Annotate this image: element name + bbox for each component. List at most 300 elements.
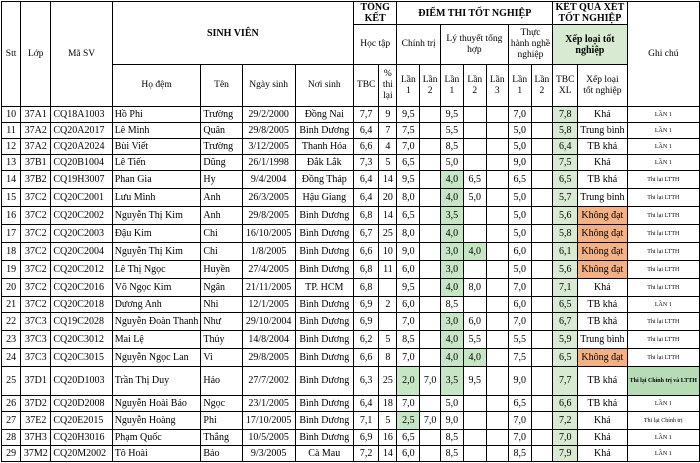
cell-ngay: 29/8/2005 bbox=[242, 349, 295, 367]
cell-xl: 6,5 bbox=[553, 349, 578, 367]
cell-th2 bbox=[531, 207, 553, 225]
cell-masv: CQ20C2016 bbox=[51, 279, 112, 297]
cell-ghi: Thi lại Chính trị và LTTH bbox=[627, 367, 699, 396]
cell-xl: 5,6 bbox=[553, 261, 578, 279]
cell-th1: 6,5 bbox=[508, 396, 531, 412]
cell-hodem: Phan Gia bbox=[112, 171, 201, 189]
cell-th2 bbox=[531, 349, 553, 367]
cell-lt2 bbox=[463, 107, 486, 123]
cell-masv: CQ20C3015 bbox=[51, 349, 112, 367]
cell-xl: 7,7 bbox=[553, 367, 578, 396]
cell-th2 bbox=[531, 297, 553, 313]
cell-stt: 22 bbox=[2, 313, 21, 331]
header-thuchanh: Thực hành nghề nghiệp bbox=[508, 25, 552, 65]
header-lythuyet: Lý thuyết tổng hợp bbox=[440, 25, 508, 65]
cell-noi: Bình Dương bbox=[295, 123, 353, 139]
cell-tbc: 6,2 bbox=[353, 331, 378, 349]
cell-ct1: 7,0 bbox=[397, 139, 420, 155]
cell-ten: Phi bbox=[201, 412, 242, 430]
cell-ct2 bbox=[420, 446, 441, 462]
cell-xl: 6,1 bbox=[553, 243, 578, 261]
cell-th1: 7,0 bbox=[508, 430, 531, 446]
cell-xl: 7,8 bbox=[553, 107, 578, 123]
cell-noi: TP. HCM bbox=[295, 279, 353, 297]
cell-ngay: 29/10/2004 bbox=[242, 313, 295, 331]
cell-masv: CQ20E2015 bbox=[51, 412, 112, 430]
cell-lt1: 5,0 bbox=[440, 155, 463, 171]
cell-xl: 5,9 bbox=[553, 331, 578, 349]
cell-noi: Bình Dương bbox=[295, 349, 353, 367]
cell-ct1: 9,5 bbox=[397, 171, 420, 189]
cell-pct: 18 bbox=[379, 396, 397, 412]
cell-ct2 bbox=[420, 331, 441, 349]
cell-ct1: 7,0 bbox=[397, 396, 420, 412]
cell-th1: 5,0 bbox=[508, 261, 531, 279]
cell-th2 bbox=[531, 396, 553, 412]
cell-th2 bbox=[531, 430, 553, 446]
cell-ghi: Thi lại LTTH bbox=[627, 207, 699, 225]
cell-noi: Đắk Lắk bbox=[295, 155, 353, 171]
cell-ct1: 7,5 bbox=[397, 123, 420, 139]
cell-ten: Chi bbox=[201, 243, 242, 261]
cell-ct2 bbox=[420, 123, 441, 139]
cell-th1: 7,5 bbox=[508, 349, 531, 367]
cell-lop: 37E2 bbox=[21, 412, 51, 430]
cell-stt: 17 bbox=[2, 225, 21, 243]
cell-noi: Bình Dương bbox=[295, 396, 353, 412]
cell-pct: 16 bbox=[379, 430, 397, 446]
cell-lt2: 9,5 bbox=[463, 367, 486, 396]
cell-stt: 29 bbox=[2, 446, 21, 462]
cell-pct: 9 bbox=[379, 107, 397, 123]
cell-stt: 28 bbox=[2, 430, 21, 446]
cell-ct2: 7,0 bbox=[420, 367, 441, 396]
header-ketqua: KẾT QUẢ XÉT TỐT NGHIỆP bbox=[553, 2, 627, 25]
cell-xl: 5,6 bbox=[553, 207, 578, 225]
cell-pct: 14 bbox=[379, 171, 397, 189]
cell-masv: CQ19C2028 bbox=[51, 313, 112, 331]
cell-lop: 37C2 bbox=[21, 243, 51, 261]
cell-ghi: LẦN 1 bbox=[627, 430, 699, 446]
cell-ngay: 29/2/2000 bbox=[242, 107, 295, 123]
cell-lop: 37B1 bbox=[21, 155, 51, 171]
cell-ngay: 26/3/2005 bbox=[242, 189, 295, 207]
cell-masv: CQ20C2002 bbox=[51, 207, 112, 225]
header-tbc: TBC bbox=[353, 65, 378, 107]
cell-lt2 bbox=[463, 412, 486, 430]
cell-lt3 bbox=[486, 123, 508, 139]
cell-lop: 37C2 bbox=[21, 297, 51, 313]
cell-tbc: 6,4 bbox=[353, 123, 378, 139]
cell-lop: 37C2 bbox=[21, 279, 51, 297]
cell-hodem: Tô Hoài bbox=[112, 446, 201, 462]
table-body bbox=[2, 107, 700, 462]
header-noisinh: Nơi sinh bbox=[295, 65, 353, 107]
cell-ten: Như bbox=[201, 313, 242, 331]
cell-lop: 37C3 bbox=[21, 313, 51, 331]
cell-lt1: 8,5 bbox=[440, 430, 463, 446]
cell-stt: 25 bbox=[2, 367, 21, 396]
cell-ten: Anh bbox=[201, 207, 242, 225]
header-ct-lan2: Lần 2 bbox=[420, 65, 441, 107]
cell-stt: 14 bbox=[2, 171, 21, 189]
cell-lt1: 8,5 bbox=[440, 446, 463, 462]
cell-ngay: 29/8/2005 bbox=[242, 123, 295, 139]
cell-lop: 37A2 bbox=[21, 123, 51, 139]
cell-lop: 37C3 bbox=[21, 331, 51, 349]
cell-masv: CQ20H3016 bbox=[51, 430, 112, 446]
cell-masv: CQ20C2003 bbox=[51, 225, 112, 243]
cell-lt2 bbox=[463, 123, 486, 139]
cell-masv: CQ20A2024 bbox=[51, 139, 112, 155]
cell-lt3 bbox=[486, 155, 508, 171]
cell-lt2: 6,0 bbox=[463, 313, 486, 331]
cell-lt3 bbox=[486, 139, 508, 155]
cell-loai: Không đạt bbox=[578, 207, 627, 225]
cell-loai: TB khá bbox=[578, 171, 627, 189]
cell-masv: CQ20C2018 bbox=[51, 297, 112, 313]
cell-ct2 bbox=[420, 155, 441, 171]
table-row bbox=[2, 189, 700, 207]
cell-th1: 6,5 bbox=[508, 171, 531, 189]
header-lt-lan3: Lần 3 bbox=[486, 65, 508, 107]
cell-ten: Trường bbox=[201, 139, 242, 155]
cell-masv: CQ20C2004 bbox=[51, 243, 112, 261]
cell-hodem: Nguyễn Hoàng bbox=[112, 412, 201, 430]
cell-lt2: 4,0 bbox=[463, 243, 486, 261]
cell-ghi: Thi lại LTTH bbox=[627, 171, 699, 189]
cell-masv: CQ20D2008 bbox=[51, 396, 112, 412]
cell-ngay: 14/8/2004 bbox=[242, 331, 295, 349]
cell-stt: 16 bbox=[2, 207, 21, 225]
cell-ngay: 10/5/2005 bbox=[242, 430, 295, 446]
cell-lt2: 4,0 bbox=[463, 349, 486, 367]
cell-noi: Bình Dương bbox=[295, 313, 353, 331]
cell-ten: Anh bbox=[201, 189, 242, 207]
cell-loai: TB khá bbox=[578, 313, 627, 331]
cell-ct2 bbox=[420, 279, 441, 297]
header-ghichu: Ghi chú bbox=[627, 2, 699, 107]
cell-tbc: 7,2 bbox=[353, 446, 378, 462]
cell-th1: 7,0 bbox=[508, 412, 531, 430]
cell-stt: 10 bbox=[2, 107, 21, 123]
cell-noi: Bình Dương bbox=[295, 430, 353, 446]
cell-ghi: Thi lại LTTH bbox=[627, 331, 699, 349]
cell-ghi: LẦN 1 bbox=[627, 446, 699, 462]
cell-tbc: 6,4 bbox=[353, 189, 378, 207]
cell-xl: 7,2 bbox=[553, 412, 578, 430]
cell-th1: 5,5 bbox=[508, 331, 531, 349]
table-row bbox=[2, 207, 700, 225]
cell-pct bbox=[379, 313, 397, 331]
header-diemthi: ĐIỂM THI TỐT NGHIỆP bbox=[397, 2, 553, 25]
cell-xl: 7,1 bbox=[553, 279, 578, 297]
cell-stt: 23 bbox=[2, 331, 21, 349]
cell-lt2 bbox=[463, 155, 486, 171]
cell-ten: Ngân bbox=[201, 279, 242, 297]
cell-masv: CQ20M2002 bbox=[51, 446, 112, 462]
cell-hodem: Võ Ngọc Kim bbox=[112, 279, 201, 297]
cell-ten: Hảo bbox=[201, 367, 242, 396]
cell-masv: CQ20D1003 bbox=[51, 367, 112, 396]
cell-ct1: 9,5 bbox=[397, 279, 420, 297]
table-row bbox=[2, 331, 700, 349]
cell-lt1: 4,0 bbox=[440, 279, 463, 297]
header-hoctap: Học tập bbox=[353, 25, 396, 65]
cell-masv: CQ20C2001 bbox=[51, 189, 112, 207]
cell-tbc: 6,9 bbox=[353, 430, 378, 446]
cell-pct: 10 bbox=[379, 243, 397, 261]
cell-pct: 14 bbox=[379, 207, 397, 225]
cell-ct2 bbox=[420, 261, 441, 279]
cell-hodem: Mai Lệ bbox=[112, 331, 201, 349]
cell-pct: 7 bbox=[379, 123, 397, 139]
cell-tbc: 6,4 bbox=[353, 396, 378, 412]
cell-tbc: 6,8 bbox=[353, 207, 378, 225]
cell-th2 bbox=[531, 171, 553, 189]
cell-ct2 bbox=[420, 171, 441, 189]
cell-xl: 7,5 bbox=[553, 155, 578, 171]
table-row bbox=[2, 297, 700, 313]
cell-ngay: 3/12/2005 bbox=[242, 139, 295, 155]
cell-ngay: 17/10/2005 bbox=[242, 412, 295, 430]
cell-hodem: Phạm Quốc bbox=[112, 430, 201, 446]
cell-ghi: LẦN 1 bbox=[627, 107, 699, 123]
cell-stt: 13 bbox=[2, 155, 21, 171]
cell-th2 bbox=[531, 189, 553, 207]
cell-ct1: 9,0 bbox=[397, 243, 420, 261]
cell-ghi: Thi lại LTTH bbox=[627, 261, 699, 279]
table-row bbox=[2, 446, 700, 462]
cell-masv: CQ18A1003 bbox=[51, 107, 112, 123]
cell-th2 bbox=[531, 331, 553, 349]
header-lt-lan2: Lần 2 bbox=[463, 65, 486, 107]
cell-noi: Bình Dương bbox=[295, 243, 353, 261]
cell-ten: Thủy bbox=[201, 331, 242, 349]
table-row bbox=[2, 123, 700, 139]
cell-ten: Thắng bbox=[201, 430, 242, 446]
cell-lt3 bbox=[486, 367, 508, 396]
cell-lt2: 5,5 bbox=[463, 331, 486, 349]
cell-th2 bbox=[531, 107, 553, 123]
cell-stt: 20 bbox=[2, 279, 21, 297]
cell-th1: 9,0 bbox=[508, 155, 531, 171]
cell-lt3 bbox=[486, 171, 508, 189]
cell-lop: 37C2 bbox=[21, 225, 51, 243]
cell-ngay: 9/4/2004 bbox=[242, 171, 295, 189]
cell-stt: 18 bbox=[2, 243, 21, 261]
cell-hodem: Đậu Kim bbox=[112, 225, 201, 243]
cell-noi: Bình Dương bbox=[295, 207, 353, 225]
cell-noi: Bình Dương bbox=[295, 367, 353, 396]
cell-th2 bbox=[531, 261, 553, 279]
cell-ngay: 29/8/2005 bbox=[242, 207, 295, 225]
cell-noi: Bình Dương bbox=[295, 297, 353, 313]
cell-hodem: Nguyễn Hoài Bảo bbox=[112, 396, 201, 412]
cell-ghi: Thi lại LTTH bbox=[627, 225, 699, 243]
cell-th1: 6,0 bbox=[508, 297, 531, 313]
cell-tbc: 6,6 bbox=[353, 243, 378, 261]
cell-ct1: 6,5 bbox=[397, 430, 420, 446]
table-row bbox=[2, 261, 700, 279]
cell-ct2 bbox=[420, 297, 441, 313]
cell-stt: 27 bbox=[2, 412, 21, 430]
cell-th2 bbox=[531, 279, 553, 297]
cell-noi: Thanh Hóa bbox=[295, 139, 353, 155]
cell-pct bbox=[379, 279, 397, 297]
cell-lt1: 4,0 bbox=[440, 349, 463, 367]
cell-ngay: 21/11/2005 bbox=[242, 279, 295, 297]
header-xeploai: Xếp loại tốt nghiệp bbox=[553, 25, 627, 65]
cell-loai: TB khá bbox=[578, 297, 627, 313]
table-row bbox=[2, 430, 700, 446]
cell-lt2 bbox=[463, 430, 486, 446]
cell-xl: 7,9 bbox=[553, 446, 578, 462]
cell-hodem: Dương Anh bbox=[112, 297, 201, 313]
cell-lop: 37A2 bbox=[21, 139, 51, 155]
cell-noi: Đồng Tháp bbox=[295, 171, 353, 189]
cell-masv: CQ20A2017 bbox=[51, 123, 112, 139]
cell-loai: TB khá bbox=[578, 367, 627, 396]
cell-loai: Khá bbox=[578, 430, 627, 446]
cell-ct1: 6,5 bbox=[397, 155, 420, 171]
cell-ct1: 6,0 bbox=[397, 297, 420, 313]
cell-ghi: Thi lại LTTH bbox=[627, 279, 699, 297]
cell-th2 bbox=[531, 313, 553, 331]
cell-ct2 bbox=[420, 349, 441, 367]
table-row bbox=[2, 279, 700, 297]
cell-lt3 bbox=[486, 430, 508, 446]
cell-lop: 37B2 bbox=[21, 171, 51, 189]
cell-th1: 5,0 bbox=[508, 139, 531, 155]
cell-ten: Ngọc bbox=[201, 396, 242, 412]
cell-tbc: 6,9 bbox=[353, 313, 378, 331]
cell-lt1: 4,0 bbox=[440, 171, 463, 189]
cell-ten: Huyền bbox=[201, 261, 242, 279]
cell-pct: 5 bbox=[379, 331, 397, 349]
cell-stt: 24 bbox=[2, 349, 21, 367]
cell-lt1: 4,0 bbox=[440, 225, 463, 243]
header-masv: Mã SV bbox=[51, 2, 112, 107]
cell-ct1: 8,0 bbox=[397, 225, 420, 243]
cell-xl: 6,6 bbox=[553, 396, 578, 412]
cell-ghi: LẦN 1 bbox=[627, 155, 699, 171]
cell-loai: Không đạt bbox=[578, 243, 627, 261]
cell-noi: Bình Dương bbox=[295, 225, 353, 243]
cell-stt: 26 bbox=[2, 396, 21, 412]
cell-pct: 4 bbox=[379, 139, 397, 155]
cell-th1: 7,0 bbox=[508, 279, 531, 297]
cell-th2 bbox=[531, 155, 553, 171]
cell-lt3 bbox=[486, 225, 508, 243]
header-tbcxl: TBC XL bbox=[553, 65, 578, 107]
cell-loai: Trung bình bbox=[578, 331, 627, 349]
cell-tbc: 6,4 bbox=[353, 171, 378, 189]
cell-th2 bbox=[531, 367, 553, 396]
cell-ten: Chi bbox=[201, 225, 242, 243]
cell-masv: CQ20B1004 bbox=[51, 155, 112, 171]
table-row bbox=[2, 155, 700, 171]
cell-ct1: 9,5 bbox=[397, 107, 420, 123]
cell-th1: 8,5 bbox=[508, 446, 531, 462]
cell-lop: 37C2 bbox=[21, 189, 51, 207]
cell-xl: 5,7 bbox=[553, 189, 578, 207]
cell-pct: 5 bbox=[379, 412, 397, 430]
cell-th1: 6,0 bbox=[508, 243, 531, 261]
cell-lt2 bbox=[463, 446, 486, 462]
cell-ghi: Thi lại LTTH bbox=[627, 189, 699, 207]
cell-xl: 6,4 bbox=[553, 139, 578, 155]
header-lop: Lớp bbox=[21, 2, 51, 107]
cell-xl: 6,7 bbox=[553, 313, 578, 331]
cell-tbc: 6,8 bbox=[353, 279, 378, 297]
cell-lt2 bbox=[463, 207, 486, 225]
cell-pct: 11 bbox=[379, 261, 397, 279]
cell-lt3 bbox=[486, 243, 508, 261]
cell-lt1: 5,0 bbox=[440, 396, 463, 412]
cell-pct: 20 bbox=[379, 189, 397, 207]
cell-ct2 bbox=[420, 139, 441, 155]
cell-pct: 25 bbox=[379, 225, 397, 243]
cell-lop: 37C2 bbox=[21, 207, 51, 225]
cell-ct2 bbox=[420, 225, 441, 243]
table-row bbox=[2, 107, 700, 123]
cell-lt2 bbox=[463, 261, 486, 279]
header-lt-lan1: Lần 1 bbox=[440, 65, 463, 107]
cell-hodem: Lưu Minh bbox=[112, 189, 201, 207]
cell-xl: 6,5 bbox=[553, 297, 578, 313]
cell-stt: 11 bbox=[2, 123, 21, 139]
cell-masv: CQ20C3012 bbox=[51, 331, 112, 349]
cell-ten: Quân bbox=[201, 123, 242, 139]
cell-loai: Khá bbox=[578, 446, 627, 462]
cell-th2 bbox=[531, 243, 553, 261]
cell-lt3 bbox=[486, 412, 508, 430]
table-row bbox=[2, 367, 700, 396]
cell-loai: Khá bbox=[578, 155, 627, 171]
cell-lt1: 5,5 bbox=[440, 123, 463, 139]
cell-ngay: 26/1/1998 bbox=[242, 155, 295, 171]
cell-ten: Nhi bbox=[201, 297, 242, 313]
cell-loai: Trung bình bbox=[578, 189, 627, 207]
cell-ct1: 2,0 bbox=[397, 367, 420, 396]
cell-lop: 37C3 bbox=[21, 349, 51, 367]
cell-loai: Khá bbox=[578, 412, 627, 430]
header-stt: Stt bbox=[2, 2, 21, 107]
cell-lop: 37H3 bbox=[21, 430, 51, 446]
table-row bbox=[2, 396, 700, 412]
cell-hodem: Nguyễn Ngọc Lan bbox=[112, 349, 201, 367]
cell-tbc: 7,7 bbox=[353, 107, 378, 123]
cell-noi: Bình Dương bbox=[295, 261, 353, 279]
cell-pct: 25 bbox=[379, 367, 397, 396]
table-row bbox=[2, 171, 700, 189]
cell-ct1: 8,5 bbox=[397, 331, 420, 349]
cell-ten: Dũng bbox=[201, 155, 242, 171]
header-ct-lan1: Lần 1 bbox=[397, 65, 420, 107]
cell-ct2 bbox=[420, 207, 441, 225]
cell-tbc: 7,1 bbox=[353, 412, 378, 430]
cell-lt1: 9,0 bbox=[440, 412, 463, 430]
cell-ten: Hy bbox=[201, 171, 242, 189]
cell-lt3 bbox=[486, 313, 508, 331]
cell-stt: 12 bbox=[2, 139, 21, 155]
cell-tbc: 6,8 bbox=[353, 261, 378, 279]
cell-lt1: 8,5 bbox=[440, 297, 463, 313]
cell-masv: CQ19H3007 bbox=[51, 171, 112, 189]
cell-hodem: Lê Thị Ngọc bbox=[112, 261, 201, 279]
cell-tbc: 7,3 bbox=[353, 155, 378, 171]
